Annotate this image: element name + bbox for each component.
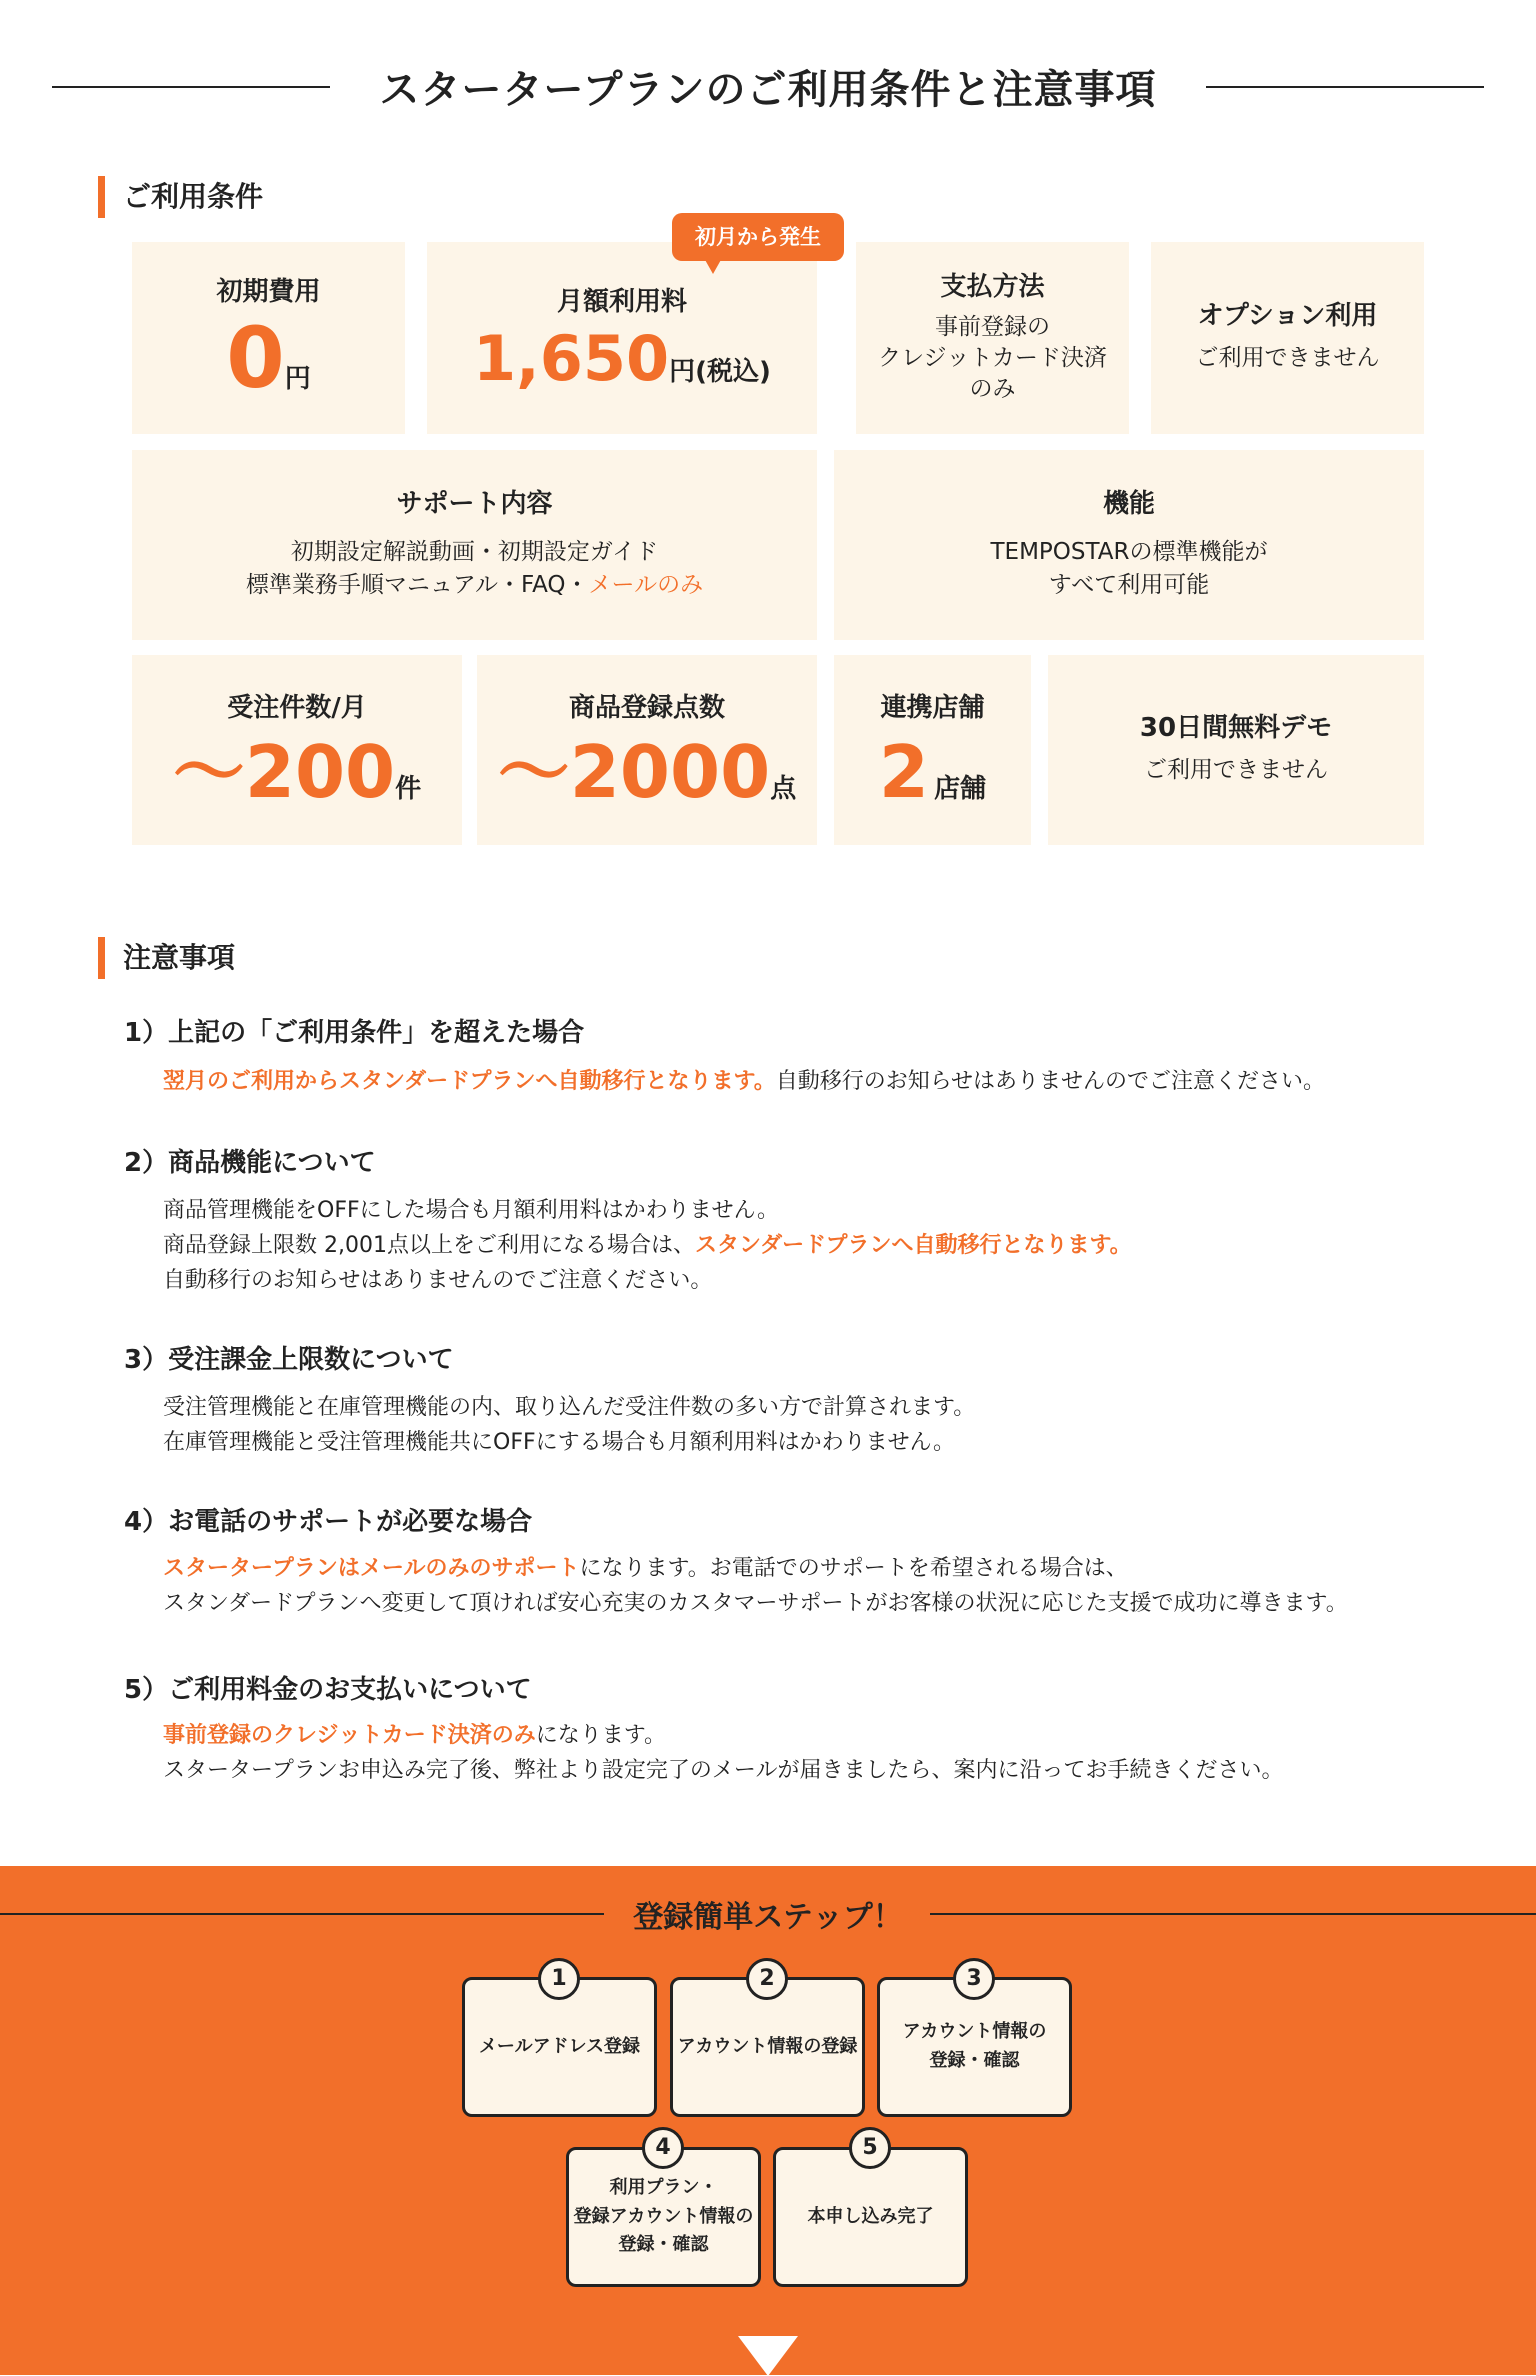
- title-rule-right: [1206, 86, 1484, 88]
- note-3-title: 3）受注課金上限数について: [124, 1345, 454, 1375]
- step-5: 本申し込み完了: [773, 2147, 968, 2287]
- products-value: ～2000: [497, 729, 771, 814]
- demo-sub: ご利用できません: [1144, 757, 1328, 784]
- stores-unit: 店舗: [934, 773, 987, 804]
- card-products: [477, 655, 817, 845]
- card-initial-fee: [132, 242, 405, 434]
- notes-heading: 注意事項: [98, 937, 235, 979]
- initial-fee-value: 0: [226, 308, 285, 407]
- card-features: [834, 450, 1424, 640]
- badge-tail: [704, 258, 722, 274]
- card-support: [132, 450, 817, 640]
- step-2: アカウント情報の登録: [670, 1977, 865, 2117]
- step-5-number: 5: [849, 2127, 891, 2169]
- card-orders: [132, 655, 462, 845]
- step-3-number: 3: [953, 1958, 995, 2000]
- note-5-body: 事前登録のクレジットカード決済のみになります。 スタータープランお申込み完了後、弊社より設定完了のメールが届きましたら、案内に沿ってお手続きください。: [163, 1723, 1284, 1783]
- orders-value: ～200: [172, 729, 396, 814]
- note-1-body: 翌月のご利用からスタンダードプランへ自動移行となります。自動移行のお知らせはありませんのでご注意ください。: [163, 1069, 1326, 1094]
- steps-title: 登録簡単ステップ！: [633, 1900, 903, 1935]
- page-title: スタータープランのご利用条件と注意事項: [379, 67, 1157, 113]
- step-4-number: 4: [642, 2127, 684, 2169]
- initial-fee-unit: 円: [284, 363, 311, 394]
- note-5-title: 5）ご利用料金のお支払いについて: [124, 1675, 532, 1705]
- demo-title: 30日間無料デモ: [1139, 713, 1333, 744]
- features-title: 機能: [1102, 488, 1155, 519]
- step-1-number: 1: [538, 1958, 580, 2000]
- step-4: 利用プラン・ 登録アカウント情報の 登録・確認: [566, 2147, 761, 2287]
- features-desc: TEMPOSTARの標準機能が すべて利用可能: [990, 538, 1268, 598]
- steps-rule-right: [930, 1913, 1536, 1915]
- support-mail-only: メールのみ: [588, 571, 704, 598]
- support-desc: 初期設定解説動画・初期設定ガイド 標準業務手順マニュアル・FAQ・メールのみ: [245, 538, 704, 598]
- down-arrow-icon: [738, 2336, 798, 2376]
- card-payment: [856, 242, 1129, 434]
- conditions-heading: ご利用条件: [98, 176, 263, 218]
- note-4-title: 4）お電話のサポートが必要な場合: [124, 1507, 533, 1537]
- note-2-body: 商品管理機能をOFFにした場合も月額利用料はかわりません。 商品登録上限数 2,001点以上をご利用になる場合は、スタンダードプランへ自動移行となります。 自動移行のお知らせはありませんのでご注意ください。: [163, 1198, 1132, 1293]
- orders-title: 受注件数/月: [227, 693, 367, 724]
- option-sub: ご利用できません: [1195, 345, 1380, 372]
- payment-title: 支払方法: [940, 271, 1045, 302]
- note-3-body: 受注管理機能と在庫管理機能の内、取り込んだ受注件数の多い方で計算されます。 在庫管理機能と受注管理機能共にOFFにする場合も月額利用料はかわりません。: [163, 1395, 976, 1455]
- step-2-number: 2: [746, 1958, 788, 2000]
- step-1: メールアドレス登録: [462, 1977, 657, 2117]
- orders-unit: 件: [395, 773, 422, 804]
- payment-desc: 事前登録の クレジットカード決済 のみ: [878, 314, 1107, 403]
- card-stores: [834, 655, 1031, 845]
- note-1-title: 1）上記の「ご利用条件」を超えた場合: [124, 1018, 585, 1048]
- step-3: アカウント情報の 登録・確認: [877, 1977, 1072, 2117]
- initial-fee-title: 初期費用: [216, 277, 321, 308]
- note-4-body: スタータープランはメールのみのサポートになります。お電話でのサポートを希望される場合は、 スタンダードプランへ変更して頂ければ安心充実のカスタマーサポートがお客様の状況に応じた支援で成功に導きます。: [163, 1556, 1348, 1616]
- stores-title: 連携店舗: [880, 693, 985, 724]
- monthly-fee-value: 1,650: [473, 321, 670, 395]
- stores-value: 2: [878, 729, 929, 814]
- first-month-badge: 初月から発生: [672, 213, 844, 261]
- card-demo: [1048, 655, 1424, 845]
- monthly-fee-unit: 円(税込): [669, 356, 771, 387]
- card-monthly-fee: [427, 242, 817, 434]
- products-title: 商品登録点数: [568, 693, 725, 724]
- option-title: オプション利用: [1197, 301, 1378, 332]
- support-title: サポート内容: [396, 488, 553, 519]
- steps-band: [0, 1866, 1536, 2375]
- card-option: [1151, 242, 1424, 434]
- note-2-title: 2）商品機能について: [124, 1148, 376, 1178]
- monthly-fee-title: 月額利用料: [556, 287, 687, 318]
- products-unit: 点: [770, 773, 797, 804]
